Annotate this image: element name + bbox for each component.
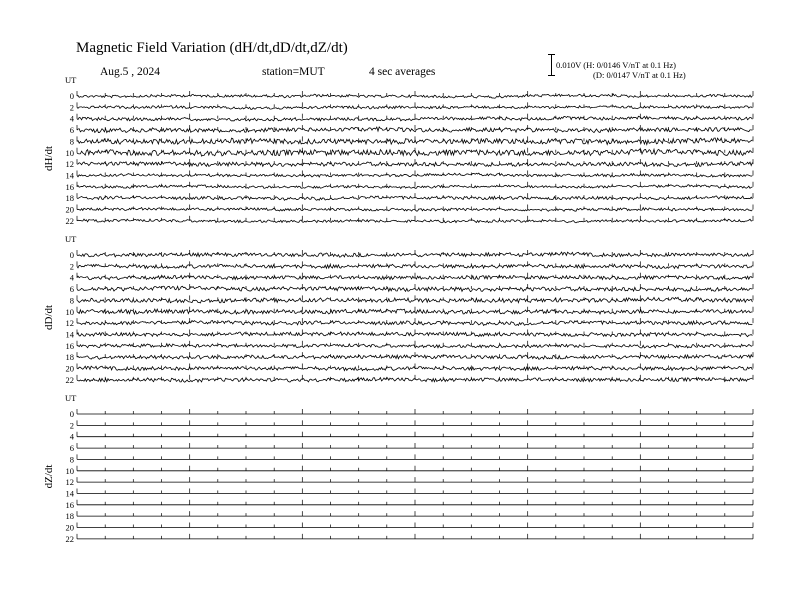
scale-d-line: (D: 0/0147 V/nT at 0.1 Hz) (593, 70, 686, 80)
hour-label: 20 (65, 522, 74, 533)
hour-label: 16 (65, 181, 74, 192)
hour-label: 12 (65, 477, 74, 488)
axis-label-0: dH/dt (43, 145, 55, 171)
hour-label: 22 (65, 533, 74, 544)
hour-label: 14 (65, 329, 74, 340)
hour-label: 8 (69, 136, 74, 147)
hour-label: 4 (69, 431, 74, 442)
averaging-label: 4 sec averages (369, 66, 436, 78)
hour-label: 18 (65, 511, 74, 522)
hour-label: 10 (65, 147, 74, 158)
hour-label: 20 (65, 204, 74, 215)
ut-label: UT (65, 75, 77, 85)
hour-label: 10 (65, 306, 74, 317)
hour-label: 4 (69, 272, 74, 283)
hour-label: 18 (65, 352, 74, 363)
hour-label: 18 (65, 193, 74, 204)
hour-label: 0 (69, 409, 74, 419)
ut-label: UT (65, 393, 77, 403)
hour-label: 10 (65, 465, 74, 476)
hour-label: 16 (65, 340, 74, 351)
hour-label: 20 (65, 363, 74, 374)
station-label: station=MUT (262, 66, 325, 78)
hour-label: 6 (69, 443, 74, 454)
hour-label: 2 (69, 420, 74, 431)
axis-label-1: dD/dt (43, 304, 55, 330)
hour-label: 6 (69, 125, 74, 136)
panel-dZ-dt (43, 393, 753, 544)
hour-label: 14 (65, 488, 74, 499)
hour-label: 0 (69, 91, 74, 101)
hour-label: 22 (65, 215, 74, 226)
hour-label: 2 (69, 261, 74, 272)
hour-label: 14 (65, 170, 74, 181)
ut-label: UT (65, 234, 77, 244)
date-label: Aug.5 , 2024 (100, 66, 161, 78)
hour-label: 8 (69, 295, 74, 306)
scale-h-line: (H: 0/0146 V/nT at 0.1 Hz) (583, 60, 676, 70)
axis-label-2: dZ/dt (43, 464, 55, 489)
hour-label: 8 (69, 454, 74, 465)
hour-label: 12 (65, 318, 74, 329)
hour-label: 22 (65, 374, 74, 385)
hour-label: 4 (69, 113, 74, 124)
panel-dD-dt (43, 234, 753, 385)
hour-label: 0 (69, 250, 74, 260)
panel-dH-dt (43, 75, 753, 226)
hour-label: 2 (69, 102, 74, 113)
hour-label: 6 (69, 284, 74, 295)
chart-title: Magnetic Field Variation (dH/dt,dD/dt,dZ/dt) (76, 40, 348, 56)
scale-voltage: 0.010V (556, 60, 582, 70)
hour-label: 16 (65, 499, 74, 510)
hour-label: 12 (65, 159, 74, 170)
